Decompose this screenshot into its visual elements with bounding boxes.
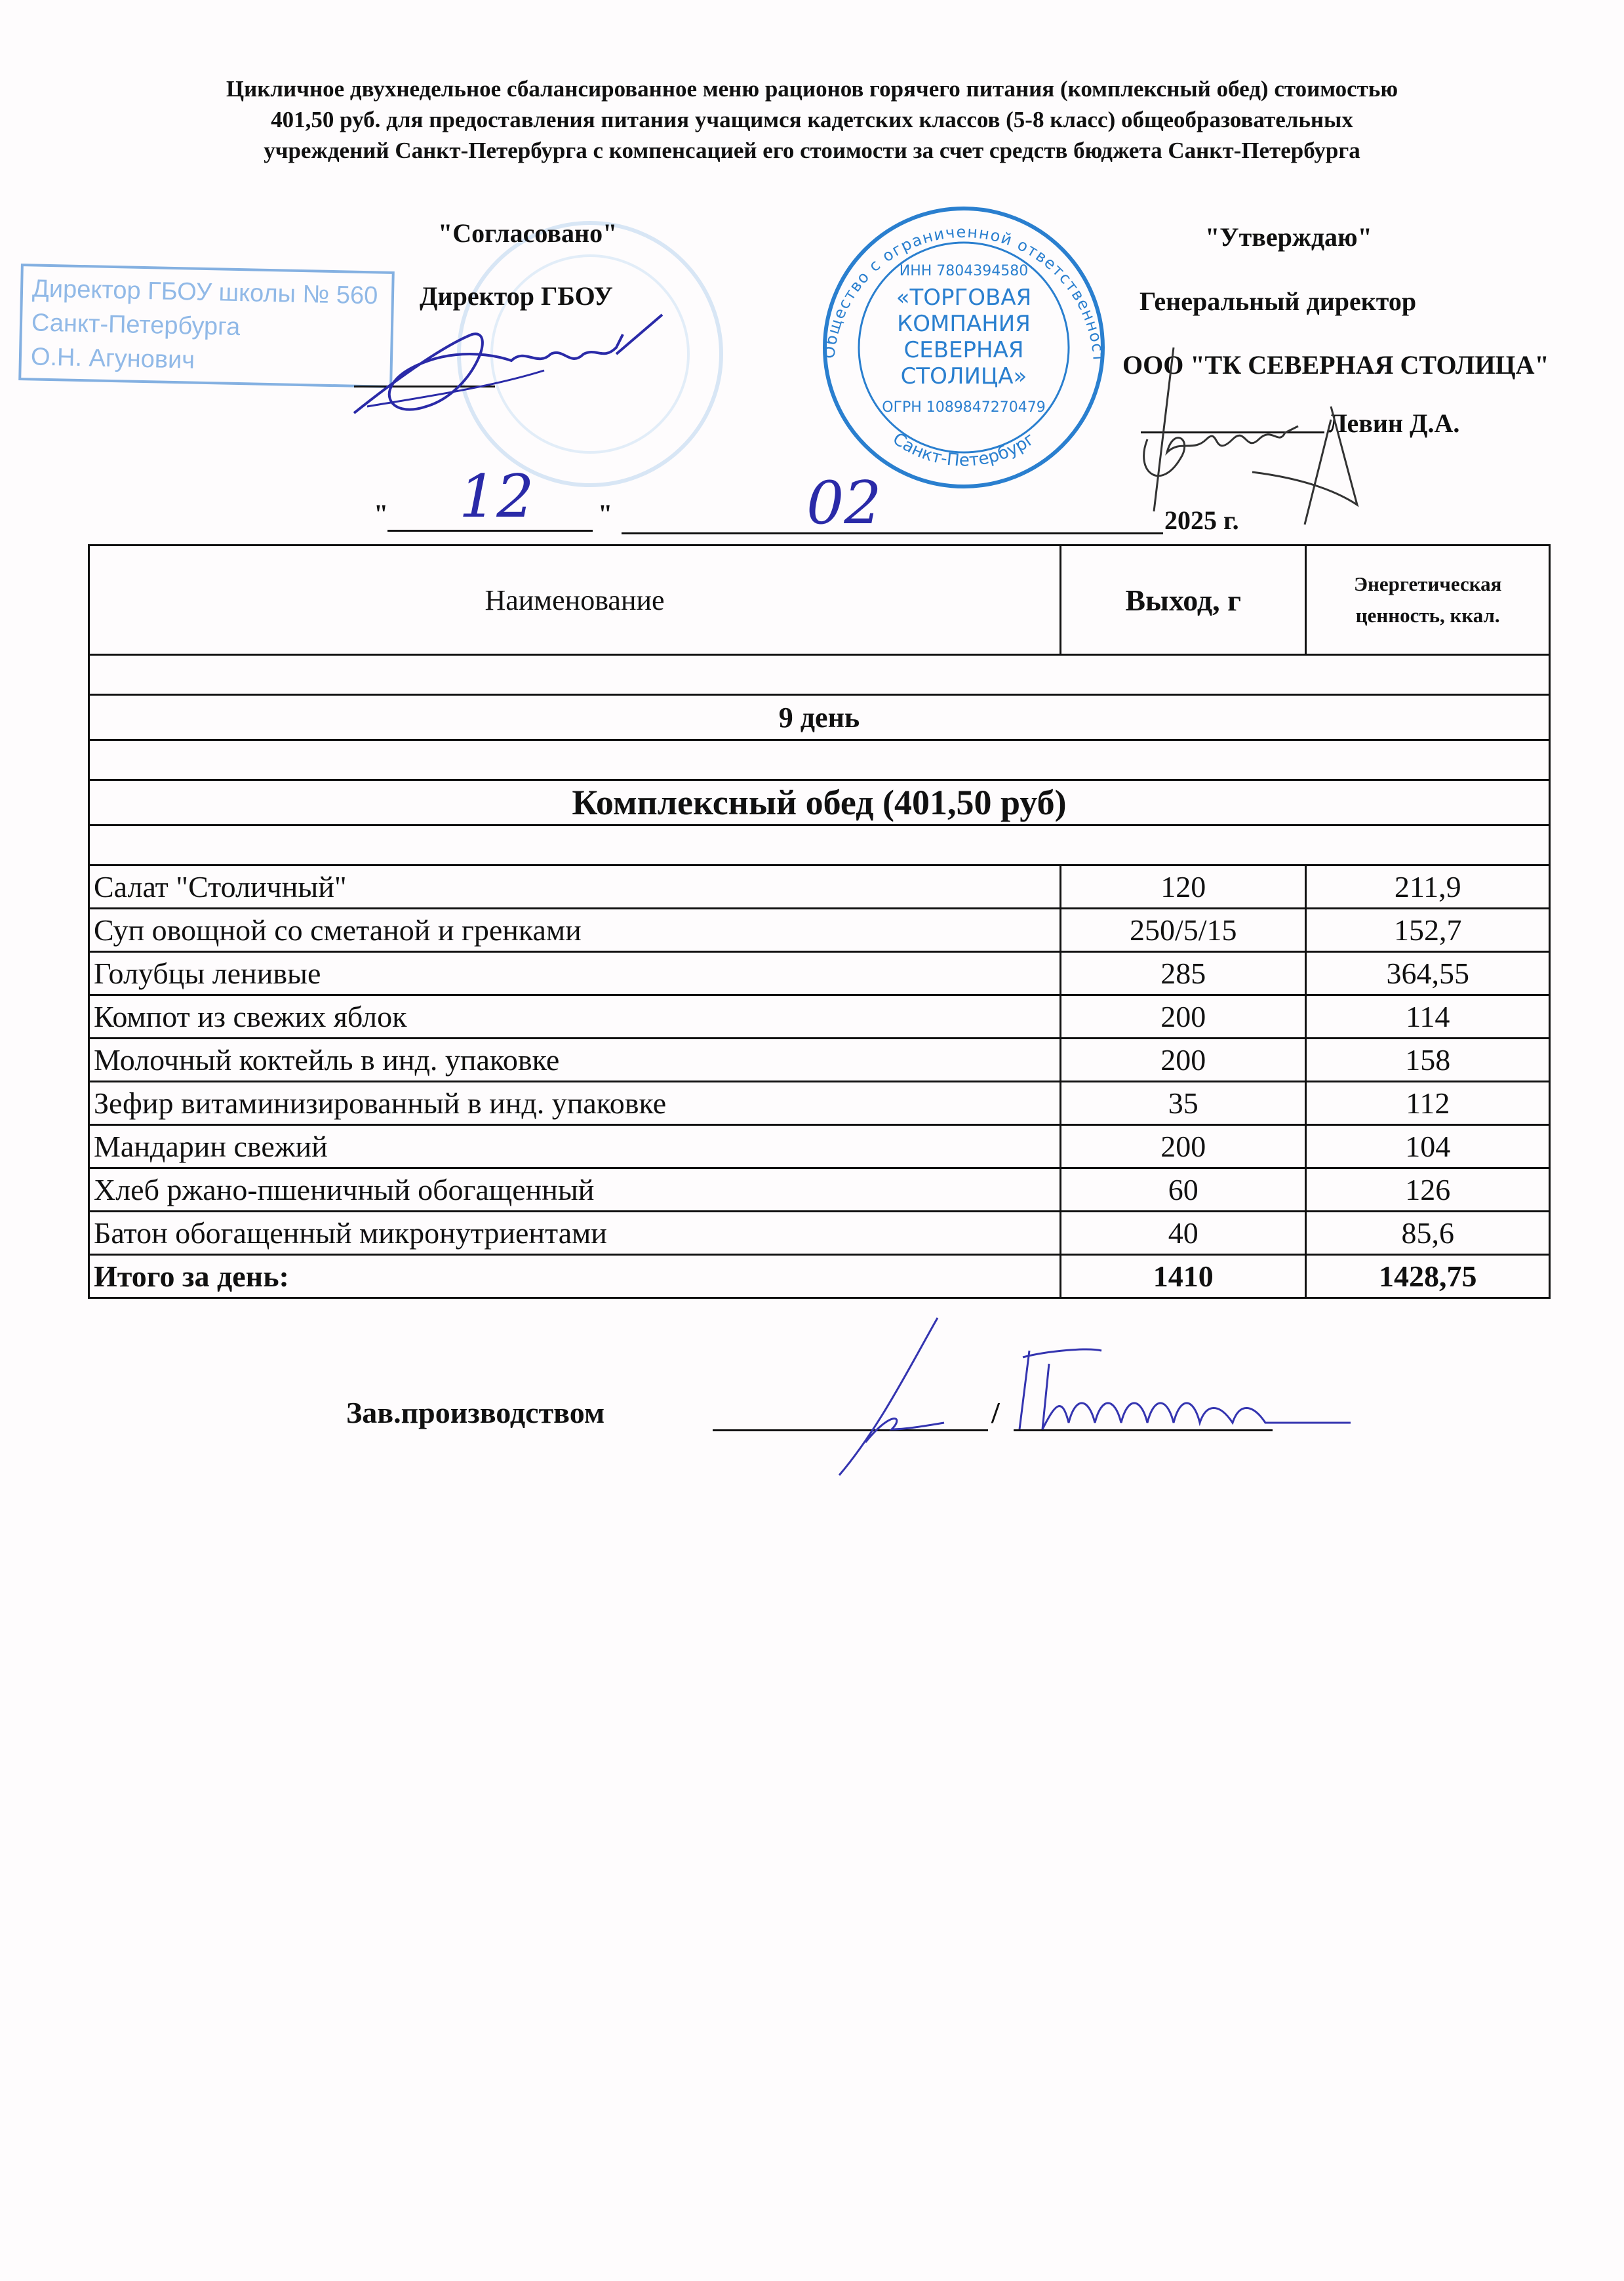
stamp-line: Директор ГБОУ школы № 560: [31, 275, 378, 310]
signature-separator: /: [991, 1396, 1000, 1429]
item-yield: 40: [1061, 1212, 1306, 1255]
date-quote: ": [598, 499, 613, 528]
title-line: Цикличное двухнедельное сбалансированное меню рационов горячего питания (комплексный обед) стоимостью: [226, 76, 1398, 102]
company-name: ООО "ТК СЕВЕРНАЯ СТОЛИЦА": [1122, 350, 1549, 380]
header-energy-line: Энергетическая: [1353, 572, 1502, 595]
item-energy: 364,55: [1306, 952, 1550, 995]
item-energy: 85,6: [1306, 1212, 1550, 1255]
item-energy: 104: [1306, 1125, 1550, 1168]
total-yield: 1410: [1061, 1255, 1306, 1298]
table-row: [89, 1212, 1550, 1255]
item-energy: 114: [1306, 995, 1550, 1039]
agreed-label: "Согласовано": [438, 218, 618, 248]
total-row: [89, 1255, 1550, 1298]
item-yield: 120: [1061, 865, 1306, 909]
stamp-line: Санкт-Петербурга: [31, 309, 241, 342]
item-energy: 126: [1306, 1168, 1550, 1212]
header-name: Наименование: [89, 545, 1061, 655]
director-signature: [347, 308, 688, 439]
production-manager-label: Зав.производством: [346, 1396, 605, 1429]
document-title: [0, 73, 1624, 166]
empty-row: [89, 825, 1550, 865]
item-name: Молочный коктейль в инд. упаковке: [89, 1039, 1061, 1082]
header-yield: Выход, г: [1061, 545, 1306, 655]
svg-text:ОГРН 1089847270479: ОГРН 1089847270479: [882, 399, 1046, 416]
date-month: 02: [806, 469, 882, 538]
menu-table: [88, 544, 1551, 1299]
item-name: Голубцы ленивые: [89, 952, 1061, 995]
item-yield: 35: [1061, 1082, 1306, 1125]
svg-text:«ТОРГОВАЯ: «ТОРГОВАЯ: [896, 285, 1032, 311]
table-header-row: [89, 545, 1550, 655]
company-round-stamp: [812, 189, 1108, 492]
production-manager-signature: [813, 1311, 1377, 1482]
table-row: [89, 1168, 1550, 1212]
item-name: Салат "Столичный": [89, 865, 1061, 909]
director-position: Директор ГБОУ: [420, 281, 613, 311]
general-director-position: Генеральный директор: [1139, 287, 1417, 316]
title-line: 401,50 руб. для предоставления питания учащимся кадетских классов (5-8 класс) общеобразовательных: [271, 107, 1353, 132]
item-energy: 112: [1306, 1082, 1550, 1125]
school-director-stamp: [18, 264, 395, 388]
item-yield: 200: [1061, 1039, 1306, 1082]
empty-row: [89, 740, 1550, 780]
svg-text:СЕВЕРНАЯ: СЕВЕРНАЯ: [903, 337, 1024, 363]
date-year: 2025 г.: [1164, 506, 1239, 535]
svg-text:ИНН 7804394580: ИНН 7804394580: [899, 263, 1029, 279]
item-name: Батон обогащенный микронутриентами: [89, 1212, 1061, 1255]
section-label: Комплексный обед (401,50 руб): [89, 780, 1550, 825]
svg-text:СТОЛИЦА»: СТОЛИЦА»: [900, 363, 1027, 389]
table-row: [89, 865, 1550, 909]
general-director-name: Левин Д.А.: [1328, 408, 1460, 438]
item-name: Мандарин свежий: [89, 1125, 1061, 1168]
svg-text:Санкт-Петербург: Санкт-Петербург: [888, 429, 1039, 471]
item-name: Суп овощной со сметаной и гренками: [89, 909, 1061, 952]
table-row: [89, 952, 1550, 995]
item-yield: 285: [1061, 952, 1306, 995]
approve-label: "Утверждаю": [1205, 222, 1372, 252]
table-row: [89, 995, 1550, 1039]
total-label: Итого за день:: [89, 1255, 1061, 1298]
item-name: Хлеб ржано-пшеничный обогащенный: [89, 1168, 1061, 1212]
item-energy: 211,9: [1306, 865, 1550, 909]
item-name: Зефир витаминизированный в инд. упаковке: [89, 1082, 1061, 1125]
table-row: [89, 1082, 1550, 1125]
total-energy: 1428,75: [1306, 1255, 1550, 1298]
date-day: 12: [459, 462, 534, 531]
item-energy: 158: [1306, 1039, 1550, 1082]
header-energy: [1306, 545, 1550, 655]
item-yield: 250/5/15: [1061, 909, 1306, 952]
item-yield: 60: [1061, 1168, 1306, 1212]
item-yield: 200: [1061, 995, 1306, 1039]
title-line: учреждений Санкт-Петербурга с компенсацией его стоимости за счет средств бюджета Санкт-Петербурга: [264, 138, 1360, 163]
stamp-line: О.Н. Агунович: [30, 343, 195, 374]
item-name: Компот из свежих яблок: [89, 995, 1061, 1039]
item-energy: 152,7: [1306, 909, 1550, 952]
svg-text:КОМПАНИЯ: КОМПАНИЯ: [897, 311, 1031, 337]
header-energy-line: ценность, ккал.: [1355, 604, 1500, 627]
table-row: [89, 909, 1550, 952]
item-yield: 200: [1061, 1125, 1306, 1168]
svg-text:Общество с ограниченной ответс: Общество с ограниченной ответственностью: [812, 189, 1108, 363]
table-row: [89, 1039, 1550, 1082]
empty-row: [89, 655, 1550, 695]
date-quote: ": [374, 499, 389, 528]
table-row: [89, 1125, 1550, 1168]
day-label: 9 день: [89, 695, 1550, 740]
